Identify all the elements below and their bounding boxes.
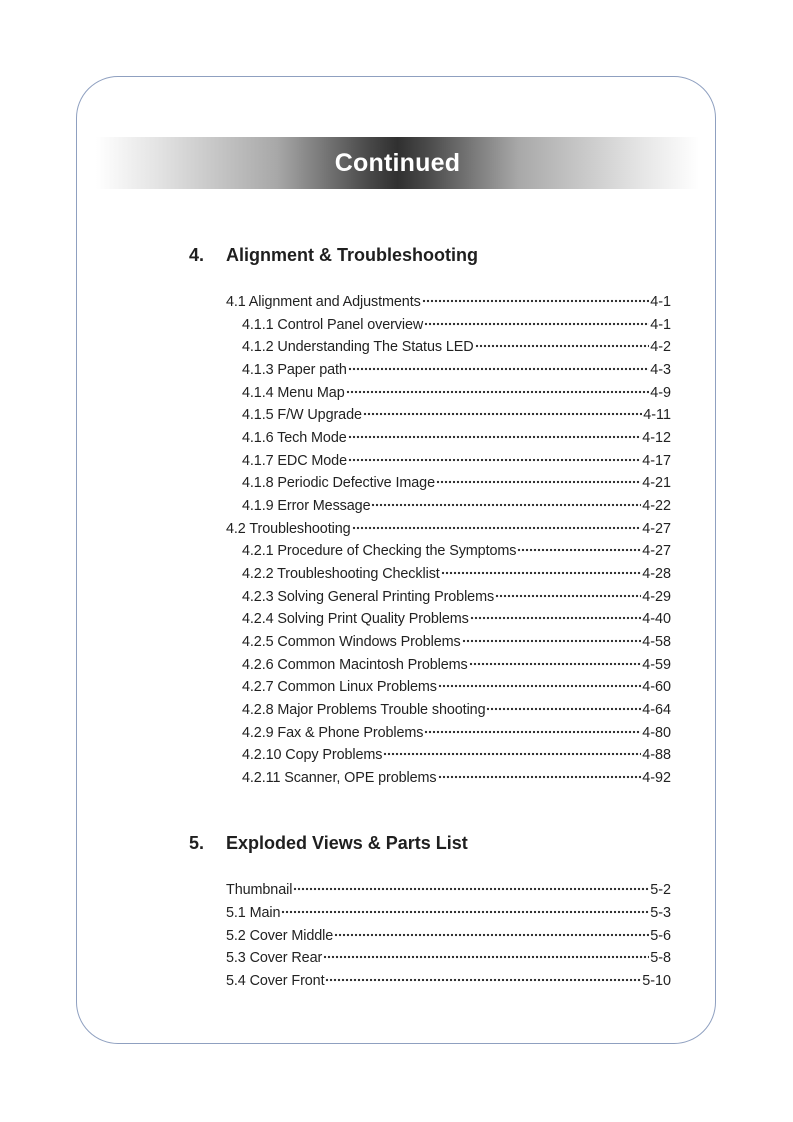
toc-entry-page: 4-1 [650, 294, 671, 310]
dot-leader [422, 289, 649, 306]
toc-entry-label: 4.1.5 F/W Upgrade [242, 407, 362, 424]
toc-entry-label: 4.1.6 Tech Mode [242, 430, 347, 447]
toc-entry[interactable] [242, 584, 671, 604]
dot-leader [383, 742, 641, 759]
toc-entry-page: 4-40 [642, 611, 671, 628]
toc-entry-label: 5.1 Main [226, 904, 281, 921]
toc-entry-page: 4-29 [642, 588, 671, 605]
toc-entry-page: 4-58 [642, 634, 671, 651]
toc-entry-page: 4-22 [642, 498, 671, 515]
dot-leader [436, 470, 641, 487]
dot-leader [517, 538, 641, 555]
toc-entry-page: 4-21 [642, 475, 671, 492]
toc-entry[interactable] [226, 923, 671, 943]
dot-leader [424, 720, 641, 737]
dot-leader [475, 334, 650, 351]
dot-leader [462, 629, 642, 646]
dot-leader [486, 697, 641, 714]
dot-leader [293, 877, 649, 894]
toc-entry[interactable] [226, 877, 671, 897]
dot-leader [348, 448, 641, 465]
toc-entry[interactable] [242, 493, 671, 513]
toc-entry-label: 4.1.3 Paper path [242, 362, 347, 378]
toc-entry[interactable] [242, 765, 671, 785]
dot-leader [495, 584, 641, 601]
dot-leader [348, 357, 649, 374]
toc-entry[interactable] [226, 289, 671, 309]
toc-entry-page: 4-60 [642, 679, 671, 696]
toc-entry-label: 4.2.10 Copy Problems [242, 747, 383, 764]
toc-entry-label: 4.2.3 Solving General Printing Problems [242, 588, 495, 605]
toc-entry-label: 4.1.7 EDC Mode [242, 452, 347, 469]
dot-leader [325, 968, 641, 985]
toc-entry-page: 4-88 [642, 747, 671, 764]
toc-entry-label: Thumbnail [226, 882, 293, 898]
dot-leader [469, 652, 642, 669]
toc-entry-page: 4-64 [642, 702, 671, 719]
dot-leader [281, 900, 649, 917]
toc-entry-page: 4-80 [642, 724, 671, 741]
toc-entry-page: 4-1 [650, 316, 671, 333]
toc-entry-label: 5.3 Cover Rear [226, 950, 323, 967]
toc-entry-page: 4-27 [642, 543, 671, 560]
dot-leader [346, 380, 650, 397]
toc-entry-page: 4-17 [642, 452, 671, 469]
dot-leader [438, 674, 641, 691]
toc-entry-label: 4.1.9 Error Message [242, 498, 371, 515]
dot-leader [348, 425, 642, 442]
toc-entry-label: 5.2 Cover Middle [226, 927, 334, 944]
toc-entry-label: 5.4 Cover Front [226, 973, 325, 989]
toc-entry-page: 5-8 [650, 950, 671, 967]
toc-entry[interactable] [226, 968, 671, 988]
toc-entry[interactable] [242, 448, 671, 468]
toc-entry-label: 4.1.1 Control Panel overview [242, 316, 424, 333]
continued-banner [96, 137, 699, 189]
toc-entry-page: 4-28 [642, 566, 671, 583]
dot-leader [441, 561, 642, 578]
toc-entry[interactable] [242, 334, 671, 354]
dot-leader [470, 606, 641, 623]
toc-entry-label: 4.2.11 Scanner, OPE problems [242, 770, 437, 787]
dot-leader [352, 516, 642, 533]
toc-entry-page: 5-10 [642, 973, 671, 989]
toc-entry-label: 4.1.4 Menu Map [242, 384, 345, 401]
toc-entry[interactable] [242, 402, 671, 422]
toc-entry-page: 5-2 [650, 882, 671, 898]
toc-entry[interactable] [242, 720, 671, 740]
toc-entry-page: 4-12 [642, 430, 671, 447]
toc-entry[interactable] [242, 425, 671, 445]
toc-entry-page: 4-27 [642, 520, 671, 537]
dot-leader [363, 402, 642, 419]
section-title: Exploded Views & Parts List [226, 833, 468, 853]
toc-entry-page: 4-9 [650, 384, 671, 401]
toc-entry[interactable] [226, 900, 671, 920]
toc-entry[interactable] [242, 380, 671, 400]
toc-entry-page: 5-3 [650, 904, 671, 921]
dot-leader [371, 493, 641, 510]
toc-entry-label: 4.2.4 Solving Print Quality Problems [242, 611, 469, 628]
toc-entry[interactable] [226, 945, 671, 965]
dot-leader [438, 765, 642, 782]
toc-entry[interactable] [242, 674, 671, 694]
section-title: Alignment & Troubleshooting [226, 245, 478, 265]
section-heading-5 [189, 833, 468, 854]
dot-leader [334, 923, 649, 940]
toc-entry[interactable] [242, 312, 671, 332]
toc-entry-label: 4.2.7 Common Linux Problems [242, 679, 437, 696]
banner-title: Continued [334, 148, 461, 177]
toc-entry[interactable] [226, 516, 671, 536]
toc-entry-page: 4-3 [650, 362, 671, 378]
toc-entry[interactable] [242, 470, 671, 490]
toc-entry-label: 4.2.8 Major Problems Trouble shooting [242, 702, 486, 719]
toc-entry[interactable] [242, 357, 671, 377]
dot-leader [323, 945, 649, 962]
toc-entry-label: 4.1.8 Periodic Defective Image [242, 475, 435, 492]
toc-entry-page: 5-6 [650, 927, 671, 944]
toc-entry[interactable] [242, 697, 671, 717]
toc-entry[interactable] [242, 538, 671, 558]
dot-leader [424, 312, 649, 329]
toc-entry-label: 4.2 Troubleshooting [226, 520, 351, 537]
toc-entry-page: 4-92 [642, 770, 671, 787]
section-number: 5. [189, 833, 205, 853]
toc-entry-label: 4.2.1 Procedure of Checking the Symptoms [242, 543, 517, 560]
toc-entry[interactable] [242, 652, 671, 672]
toc-entry-label: 4.1.2 Understanding The Status LED [242, 339, 474, 356]
toc-entry-label: 4.2.2 Troubleshooting Checklist [242, 566, 440, 583]
toc-entry-label: 4.2.6 Common Macintosh Problems [242, 656, 468, 673]
toc-entry-page: 4-59 [642, 656, 671, 673]
toc-entry[interactable] [242, 606, 671, 626]
toc-entry-label: 4.2.5 Common Windows Problems [242, 634, 461, 651]
toc-entry-page: 4-11 [643, 407, 671, 424]
toc-entry-label: 4.2.9 Fax & Phone Problems [242, 724, 424, 741]
toc-entry-label: 4.1 Alignment and Adjustments [226, 294, 421, 310]
toc-entry[interactable] [242, 742, 671, 762]
section-heading-4 [189, 245, 478, 266]
section-number: 4. [189, 245, 205, 265]
toc-entry-page: 4-2 [650, 339, 671, 356]
toc-entry[interactable] [242, 561, 671, 581]
toc-entry[interactable] [242, 629, 671, 649]
